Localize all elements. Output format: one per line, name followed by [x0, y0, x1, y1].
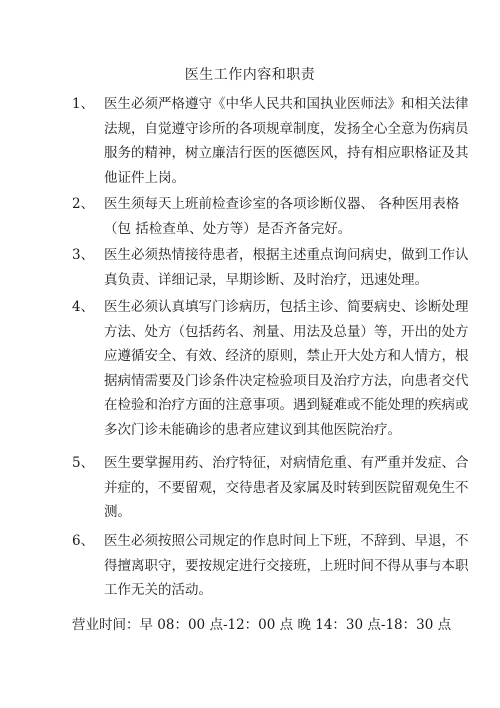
item-line: 得擅离职守，要按规定进行交接班，上班时间不得从事与本职	[104, 557, 469, 574]
business-hours: 营业时间：早 08：00 点-12：00 点 晚 14：30 点-18：30 点	[72, 617, 452, 633]
item-line: 医生必须严格遵守《中华人民共和国执业医师法》和相关法律	[104, 96, 469, 112]
item-line: 测。	[104, 504, 131, 520]
item-line: 医生要掌握用药、治疗特征，对病情危重、有严重并发症、合	[104, 455, 469, 471]
list-item	[72, 92, 469, 190]
item-line: 法规，自觉遵守诊所的各项规章制度，发扬全心全意为伤病员	[104, 120, 469, 137]
item-line: 在检验和治疗方面的注意事项。遇到疑难或不能处理的疾病或	[104, 397, 469, 413]
item-line: 应遵循安全、有效、经济的原则，禁止开大处方和人情方，根	[104, 348, 469, 364]
item-line: 医生必须按照公司规定的作息时间上下班，不辞到、早退，不	[104, 533, 469, 549]
item-line: 工作无关的活动。	[104, 582, 212, 598]
list-item	[72, 192, 460, 241]
item-number: 3、	[72, 247, 95, 263]
list-item	[72, 451, 469, 525]
item-line: 并症的，不要留观，交待患者及家属及时转到医院留观免生不	[104, 479, 469, 496]
item-line: （包 括检查单、处方等）是否齐备完好。	[104, 220, 352, 237]
item-line: 方法、处方（包括药名、剂量、用法及总量）等，开出的处方	[104, 323, 469, 340]
item-number: 1、	[72, 96, 95, 112]
item-text	[104, 243, 469, 292]
item-text	[104, 529, 469, 603]
item-line: 医生必须认真填写门诊病历，包括主诊、简要病史、诊断处理	[104, 299, 469, 315]
item-line: 多次门诊未能确诊的患者应建议到其他医院治疗。	[104, 421, 401, 438]
item-number: 2、	[72, 196, 95, 212]
item-number: 6、	[72, 533, 95, 549]
item-line: 服务的精神，树立廉洁行医的医德医风，持有相应职格证及其	[104, 145, 469, 161]
item-line: 据病情需要及门诊条件决定检验项目及治疗方法，向患者交代	[104, 372, 469, 389]
list-item	[72, 529, 469, 603]
item-text	[104, 192, 460, 241]
item-line: 医生须每天上班前检查诊室的各项诊断仪器、 各种医用表格	[104, 196, 460, 212]
item-line: 他证件上岗。	[104, 169, 185, 186]
item-text	[104, 92, 469, 190]
item-line: 真负责、详细记录，早期诊断、及时治疗，迅速处理。	[104, 271, 428, 288]
document-title: 医生工作内容和职责	[184, 67, 316, 83]
list-item	[72, 243, 469, 292]
item-number: 4、	[72, 299, 95, 315]
item-line: 医生必须热情接待患者，根据主述重点询问病史，做到工作认	[104, 247, 469, 263]
item-number: 5、	[72, 455, 95, 471]
list-item	[72, 295, 469, 442]
item-text	[104, 295, 469, 442]
item-text	[104, 451, 469, 525]
